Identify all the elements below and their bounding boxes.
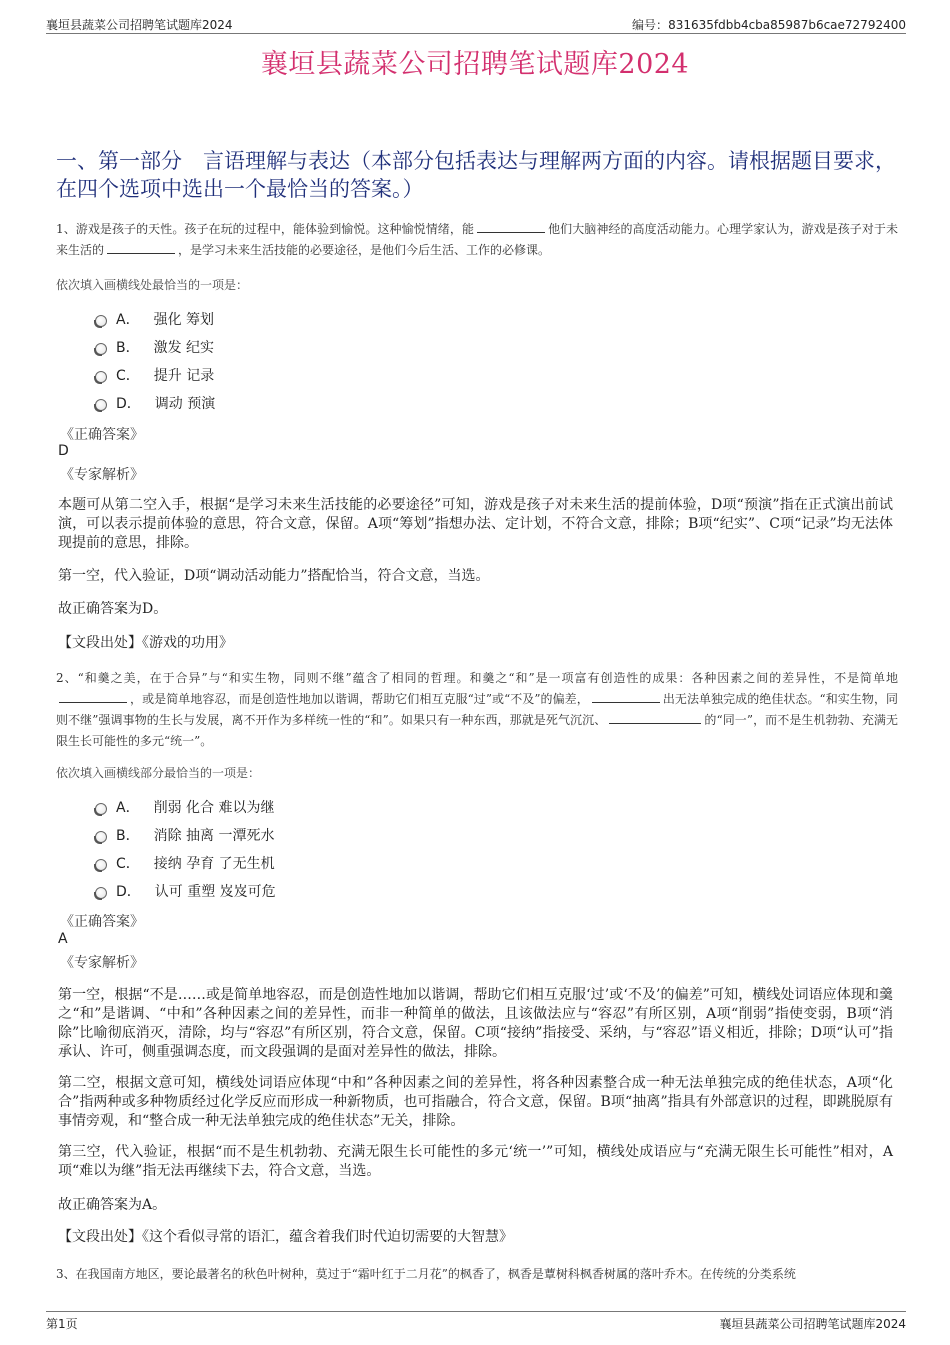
question-2-option-d[interactable]: D． 认可 重塑 岌岌可危 [95, 881, 276, 901]
radio-icon[interactable] [95, 887, 107, 899]
analysis-label: 《专家解析》 [60, 955, 144, 971]
header-doc-code: 编号：831635fdbb4cba85987b6cae72792400 [632, 18, 906, 32]
analysis-paragraph: 第一空，代入验证，D项“调动活动能力”搭配恰当，符合文意，当选。 [58, 568, 490, 584]
question-2-prompt: 依次填入画横线部分最恰当的一项是： [56, 766, 261, 780]
page-number: 第1页 [46, 1317, 78, 1331]
correct-answer: D [58, 443, 69, 459]
question-2-stem: 2、“和羹之美，在于合异”与“和实生物，同则不继”蕴含了相同的哲理。和羹之“和”是一项富有创造性的成果：各种因素之间的差异性，不是简单地，或是简单地容忍，而是创造性地加以谐调，帮助它们相互克服“过”或“不及”的偏差， 出无法单独完成的绝佳状态。“和实生物，同则不继”强调事物的生长与发展，离不开作为多样统一性的“和”。如果只有一种东西，那就是死气沉沉、 的“同一”，而不是生机勃勃、充满无限生长可能性的多元“统一”。 [56, 671, 899, 748]
question-2-option-a[interactable]: A． 削弱 化合 难以为继 [95, 797, 274, 817]
answer-blank [477, 220, 545, 233]
analysis-paragraph: 本题可从第二空入手，根据“是学习未来生活技能的必要途径”可知，游戏是孩子对未来生活的提前体验，D项“预演”指在正式演出前试演，可以表示提前体验的意思，符合文意，保留。A项“筹划”指想办法、定计划，不符合文意，排除；B项“纪实”、C项“记录”均无法体现提前的意思，排除。 [58, 497, 893, 551]
radio-icon[interactable] [95, 803, 107, 815]
answer-blank [609, 711, 701, 724]
radio-icon[interactable] [95, 315, 107, 327]
question-1-option-d[interactable]: D． 调动 预演 [95, 393, 215, 413]
correct-answer-label: 《正确答案》 [60, 914, 144, 930]
radio-icon[interactable] [95, 371, 107, 383]
analysis-paragraph: 第三空，代入验证，根据“而不是生机勃勃、充满无限生长可能性的多元‘统一’”可知，横线处成语应与“充满无限生长可能性”相对，A项“难以为继”指无法再继续下去，符合文意，当选。 [58, 1144, 893, 1179]
analysis-label: 《专家解析》 [60, 467, 144, 483]
question-1-prompt: 依次填入画横线处最恰当的一项是： [56, 278, 249, 292]
question-1-stem: 1、游戏是孩子的天性。孩子在玩的过程中，能体验到愉悦。这种愉悦情绪，能 他们大脑神经的高度活动能力。心理学家认为，游戏是孩子对于未来生活的 ，是学习未来生活技能的必要途径，是他们今后生活、工作的必修课。 [56, 222, 898, 257]
page-footer [46, 1311, 906, 1332]
document-title: 襄垣县蔬菜公司招聘笔试题库2024 [260, 49, 690, 80]
answer-blank [107, 241, 175, 254]
radio-icon[interactable] [95, 859, 107, 871]
page-header [46, 14, 906, 34]
header-doc-name: 襄垣县蔬菜公司招聘笔试题库2024 [46, 18, 233, 32]
analysis-paragraph: 第一空，根据“不是……或是简单地容忍，而是创造性地加以谐调，帮助它们相互克服‘过’或‘不及’的偏差”可知，横线处词语应体现和羹之“和”是谐调、“中和”各种因素之间的差异性，而非一种简单的做法，且该做法应与“容忍”有所区别，A项“削弱”指使变弱，B项“消除”比喻彻底消灭，清除，均与“容忍”有所区别，符合文意，保留。C项“接纳”指接受、采纳，与“容忍”语义相近，排除；D项“认可”指承认、许可，侧重强调态度，而文段强调的是面对差异性的做法，排除。 [58, 987, 893, 1060]
question-2-option-b[interactable]: B． 消除 抽离 一潭死水 [95, 825, 275, 845]
correct-answer-label: 《正确答案》 [60, 427, 144, 443]
radio-icon[interactable] [95, 343, 107, 355]
answer-blank [592, 690, 660, 703]
section-title: 一、第一部分 言语理解与表达（本部分包括表达与理解两方面的内容。请根据题目要求，在四个选项中选出一个最恰当的答案。） [56, 149, 896, 201]
analysis-conclusion: 故正确答案为A。 [58, 1197, 167, 1213]
answer-blank [59, 690, 127, 703]
correct-answer: A [58, 931, 68, 947]
analysis-paragraph: 第二空，根据文意可知，横线处词语应体现“中和”各种因素之间的差异性，将各种因素整合成一种无法单独完成的绝佳状态，A项“化合”指两种或多种物质经过化学反应而形成一种新物质，也可指融合，符合文意，保留。B项“抽离”指具有外部意识的过程，即跳脱原有事情旁观，和“整合成一种无法单独完成的绝佳状态”无关，排除。 [58, 1075, 893, 1129]
question-1-option-b[interactable]: B． 激发 纪实 [95, 337, 214, 357]
footer-doc-name: 襄垣县蔬菜公司招聘笔试题库2024 [719, 1317, 906, 1331]
radio-icon[interactable] [95, 399, 107, 411]
question-2-option-c[interactable]: C． 接纳 孕育 了无生机 [95, 853, 275, 873]
source-citation: 【文段出处】《游戏的功用》 [58, 635, 233, 651]
question-1-option-c[interactable]: C． 提升 记录 [95, 365, 214, 385]
question-1-option-a[interactable]: A． 强化 筹划 [95, 309, 214, 329]
question-3-stem: 3、在我国南方地区，要论最著名的秋色叶树种，莫过于“霜叶红于二月花”的枫香了，枫香是蕈树科枫香树属的落叶乔木。在传统的分类系统 [56, 1267, 796, 1281]
radio-icon[interactable] [95, 831, 107, 843]
analysis-conclusion: 故正确答案为D。 [58, 601, 168, 617]
source-citation: 【文段出处】《这个看似寻常的语汇，蕴含着我们时代迫切需要的大智慧》 [58, 1229, 513, 1245]
